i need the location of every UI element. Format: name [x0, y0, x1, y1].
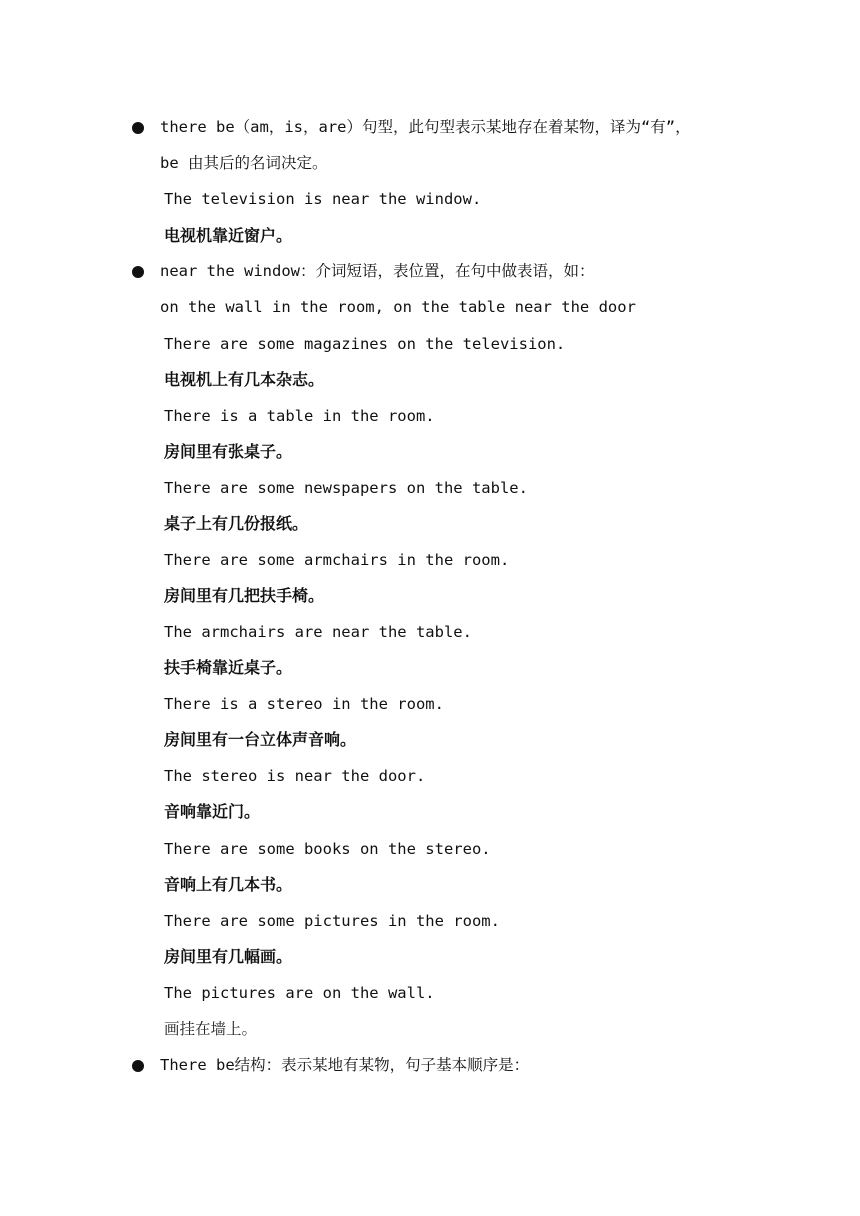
example-zh: 扶手椅靠近桌子。 [164, 658, 293, 677]
example-zh: 房间里有几把扶手椅。 [164, 586, 325, 605]
bullet-dot-icon [132, 122, 144, 134]
example-en: There are some pictures in the room. [164, 912, 500, 930]
example-en: There is a stereo in the room. [164, 695, 444, 713]
example-zh: 音响上有几本书。 [164, 875, 293, 894]
example-en: There are some newspapers on the table. [164, 479, 528, 497]
example-zh: 房间里有几幅画。 [164, 947, 293, 966]
bullet-1-line-1: there be（am，is，are）句型，此句型表示某地存在着某物，译为“有”， [160, 118, 691, 136]
bullet-1-line-2: be 由其后的名词决定。 [160, 154, 328, 172]
example-en: There are some magazines on the television. [164, 335, 566, 353]
example-en: The stereo is near the door. [164, 767, 426, 785]
bullet-2-line-2: on the wall in the room, on the table near the door [160, 298, 636, 316]
example-en: There are some armchairs in the room. [164, 551, 510, 569]
example-en: There is a table in the room. [164, 407, 435, 425]
example-en: The pictures are on the wall. [164, 984, 435, 1002]
bullet-dot-icon [132, 1060, 144, 1072]
example-en: The television is near the window. [164, 190, 482, 208]
example-zh: 电视机靠近窗户。 [164, 226, 293, 245]
example-zh: 电视机上有几本杂志。 [164, 370, 325, 389]
example-zh: 画挂在墙上。 [164, 1020, 258, 1038]
bullet-3-line-1: There be结构：表示某地有某物，句子基本顺序是： [160, 1056, 530, 1074]
bullet-dot-icon [132, 266, 144, 278]
example-zh: 桌子上有几份报纸。 [164, 514, 309, 533]
example-zh: 房间里有一台立体声音响。 [164, 730, 357, 749]
bullet-2-line-1: near the window：介词短语，表位置，在句中做表语，如： [160, 262, 595, 280]
example-zh: 房间里有张桌子。 [164, 442, 293, 461]
example-en: The armchairs are near the table. [164, 623, 472, 641]
example-zh: 音响靠近门。 [164, 802, 261, 821]
example-en: There are some books on the stereo. [164, 840, 491, 858]
